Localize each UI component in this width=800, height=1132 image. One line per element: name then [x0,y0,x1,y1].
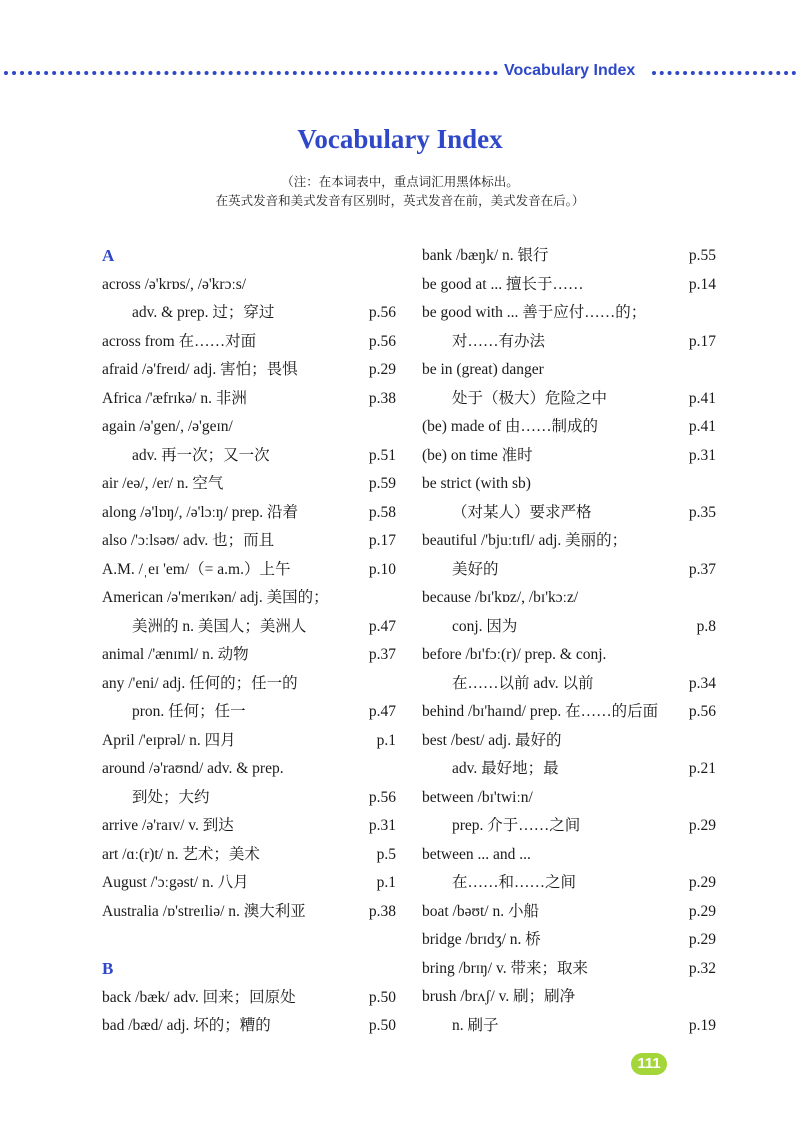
index-entry [102,299,396,328]
note-line-1: （注：在本词表中，重点词汇用黑体标出。 [281,175,519,189]
entry-text: (be) on time 准时 [422,446,533,464]
entry-text: 在……以前 adv. 以前 [452,674,594,692]
entry-page-ref: p.8 [696,617,716,635]
entry-text: afraid /ə'freɪd/ adj. 害怕；畏惧 [102,361,298,378]
entry-text: 对……有办法 [452,332,546,350]
entry-page-ref: p.5 [376,845,396,863]
entry-page-ref: p.37 [688,560,716,578]
entry-page-ref: p.29 [368,361,396,378]
entry-text: across from 在……对面 [102,332,257,350]
index-entry [102,385,396,414]
index-entry [422,613,716,642]
section-letter-label: B [102,959,114,978]
index-entry [102,271,396,300]
entry-page-ref: p.31 [368,817,396,834]
index-entry [102,613,396,642]
entry-page-ref: p.47 [368,617,396,635]
header-dotted-rule-right [652,71,796,75]
left-column [102,242,396,1041]
entry-page-ref: p.17 [368,532,396,549]
entry-text: around /ə'raʊnd/ adv. & prep. [102,760,284,777]
entry-text: adv. 最好地；最 [452,760,559,777]
index-entry [102,727,396,756]
index-entry [422,299,716,328]
entry-page-ref: p.21 [688,760,716,777]
entry-page-ref: p.50 [368,988,396,1006]
index-entry [422,413,716,442]
index-entry [422,556,716,585]
entry-text: prep. 介于……之间 [452,817,581,834]
entry-text: back /bæk/ adv. 回来；回原处 [102,988,296,1006]
index-entry [422,698,716,727]
entry-text: 美洲的 n. 美国人；美洲人 [132,617,307,635]
entry-page-ref: p.31 [688,446,716,464]
index-entry [422,784,716,813]
entry-page-ref: p.41 [688,389,716,407]
index-entry [422,898,716,927]
entry-text: 到处；大约 [132,788,210,806]
index-entry [422,584,716,613]
entry-text: 美好的 [452,560,499,578]
index-entry [102,1012,396,1041]
entry-text: bring /brɪŋ/ v. 带来；取来 [422,959,588,977]
index-entry [102,584,396,613]
entry-text: best /best/ adj. 最好的 [422,731,562,749]
entry-text: be good with ... 善于应付……的； [422,304,647,321]
entry-text: n. 刷子 [452,1016,499,1034]
index-entry [102,356,396,385]
entry-page-ref: p.56 [368,304,396,321]
entry-text: across /ə'krɒs/, /ə'krɔːs/ [102,275,247,293]
index-entry [102,470,396,499]
index-entry [102,898,396,927]
index-entry [102,527,396,556]
index-entry [422,356,716,385]
entry-text: air /eə/, /er/ n. 空气 [102,475,224,492]
index-entry [422,755,716,784]
entry-page-ref: p.58 [368,503,396,521]
entry-text: （对某人）要求严格 [452,503,592,521]
entry-page-ref: p.56 [368,788,396,806]
index-entry [102,698,396,727]
entry-page-ref: p.56 [368,332,396,350]
entry-page-ref: p.1 [376,874,396,891]
entry-text: also /'ɔːlsəʊ/ adv. 也；而且 [102,532,275,549]
entry-page-ref: p.14 [688,275,716,293]
index-entry [422,641,716,670]
index-entry [422,869,716,898]
entry-page-ref: p.55 [688,247,716,264]
index-entry [102,755,396,784]
entry-page-ref: p.56 [688,703,716,720]
index-entry [422,727,716,756]
section-letter-label: A [102,246,115,265]
entry-page-ref: p.10 [368,560,396,578]
index-entry [102,499,396,528]
index-entry [422,812,716,841]
index-entry [102,841,396,870]
index-entry [102,641,396,670]
index-entry [422,499,716,528]
index-entry [102,784,396,813]
entry-page-ref: p.32 [688,959,716,977]
section-letter [102,955,396,984]
index-entry [422,527,716,556]
entry-text: 在……和……之间 [452,874,577,891]
entry-page-ref: p.51 [368,446,396,464]
index-entry [422,1012,716,1041]
entry-page-ref: p.29 [688,902,716,920]
entry-text: pron. 任何；任一 [132,703,246,720]
entry-text: April /'eɪprəl/ n. 四月 [102,731,236,749]
entry-text: be strict (with sb) [422,475,531,492]
entry-page-ref: p.1 [376,731,396,749]
running-header [0,60,800,86]
entry-text: between /bɪ'twiːn/ [422,788,533,806]
entry-text: any /'eni/ adj. 任何的；任一的 [102,674,298,692]
index-entry [422,470,716,499]
index-entry [102,869,396,898]
header-title: Vocabulary Index [504,62,636,79]
entry-text: adv. & prep. 过；穿过 [132,304,275,321]
entry-page-ref: p.38 [368,389,396,407]
entry-text: art /ɑː(r)t/ n. 艺术；美术 [102,845,260,863]
index-entry [422,670,716,699]
entry-page-ref: p.17 [688,332,716,350]
index-entry [422,271,716,300]
section-gap [102,926,396,955]
page-title: Vocabulary Index [297,124,503,154]
index-entry [422,328,716,357]
right-column [422,242,716,1040]
entry-text: be good at ... 擅长于…… [422,275,584,293]
entry-page-ref: p.19 [688,1016,716,1034]
index-entry [102,670,396,699]
entry-text: adv. 再一次；又一次 [132,446,270,464]
entry-text: bad /bæd/ adj. 坏的；糟的 [102,1017,271,1034]
page-number-badge: 111 [631,1053,667,1075]
entry-page-ref: p.59 [368,475,396,492]
index-entry [102,442,396,471]
index-entry [102,413,396,442]
entry-page-ref: p.35 [688,503,716,521]
entry-text: 处于（极大）危险之中 [452,389,608,407]
index-entry [422,385,716,414]
entry-text: bank /bæŋk/ n. 银行 [422,247,549,264]
entry-text: before /bɪ'fɔː(r)/ prep. & conj. [422,646,607,663]
index-entry [102,328,396,357]
entry-page-ref: p.47 [368,703,396,720]
index-entry [422,926,716,955]
entry-text: animal /'ænɪml/ n. 动物 [102,646,249,663]
entry-text: between ... and ... [422,845,531,863]
entry-text: because /bɪ'kɒz/, /bɪ'kɔːz/ [422,589,579,606]
entry-text: be in (great) danger [422,361,544,378]
header-dotted-rule-left [4,71,498,75]
entry-page-ref: p.29 [688,817,716,834]
entry-text: conj. 因为 [452,617,518,635]
entry-text: August /'ɔːgəst/ n. 八月 [102,874,249,891]
entry-page-ref: p.29 [688,931,716,948]
entry-text: (be) made of 由……制成的 [422,418,599,435]
entry-page-ref: p.38 [368,902,396,920]
entry-text: bridge /brɪdʒ/ n. 桥 [422,931,541,948]
entry-page-ref: p.37 [368,646,396,663]
index-entry [422,242,716,271]
index-entry [102,556,396,585]
index-entry [102,984,396,1013]
entry-text: behind /bɪ'haɪnd/ prep. 在……的后面 [422,703,659,720]
entry-text: again /ə'gen/, /ə'geɪn/ [102,418,233,435]
entry-text: along /ə'lɒŋ/, /ə'lɔːŋ/ prep. 沿着 [102,503,299,521]
entry-text: arrive /ə'raɪv/ v. 到达 [102,817,234,834]
entry-text: brush /brʌʃ/ v. 刷；刷净 [422,988,576,1005]
index-entry [422,983,716,1012]
index-entry [422,442,716,471]
entry-text: beautiful /'bjuːtɪfl/ adj. 美丽的； [422,532,628,549]
entry-page-ref: p.34 [688,674,716,692]
index-entry [102,812,396,841]
entry-page-ref: p.29 [688,874,716,891]
entry-text: A.M. /ˌeɪ 'em/（= a.m.）上午 [102,560,291,578]
entry-text: Africa /'æfrɪkə/ n. 非洲 [102,389,247,407]
section-letter [102,242,396,271]
entry-page-ref: p.41 [688,418,716,435]
note-line-2: 在英式发音和美式发音有区别时，英式发音在前，美式发音在后。） [215,194,585,208]
index-entry [422,841,716,870]
entry-text: boat /bəʊt/ n. 小船 [422,902,539,920]
entry-text: American /ə'merɪkən/ adj. 美国的； [102,589,329,606]
entry-page-ref: p.50 [368,1017,396,1034]
index-entry [422,955,716,984]
entry-text: Australia /ɒ'streɪliə/ n. 澳大利亚 [102,902,306,920]
